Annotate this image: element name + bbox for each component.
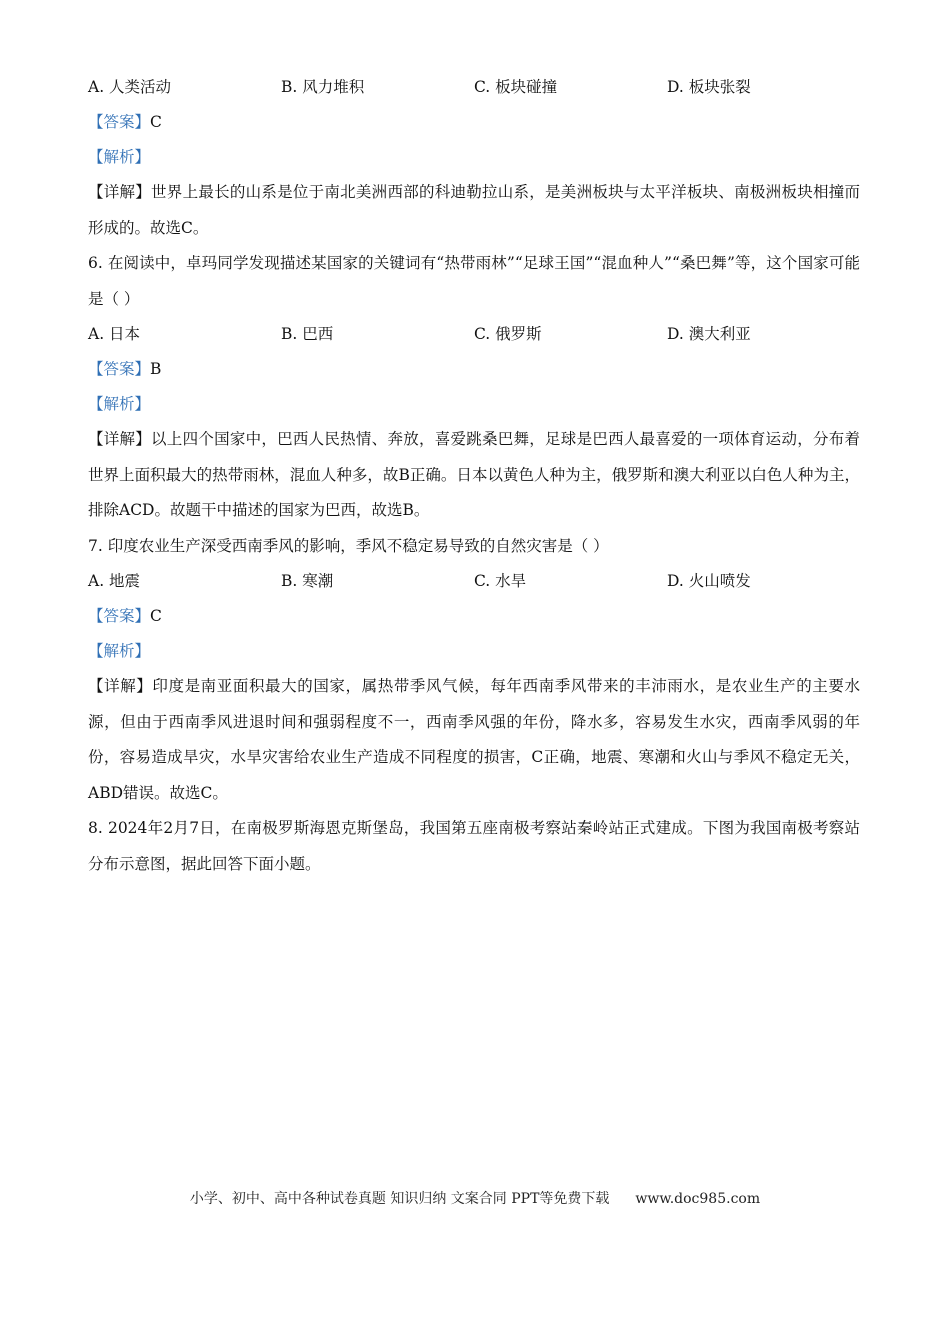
q7-answer-tag: 【答案】: [88, 607, 151, 625]
q6-option-a: A. 日本: [88, 325, 141, 343]
q6-answer-tag: 【答案】: [88, 360, 151, 378]
q7-detail: [88, 669, 860, 811]
q7-option-b: B. 寒潮: [281, 572, 334, 590]
document-page: [88, 70, 860, 882]
q5-option-a: A. 人类活动: [88, 78, 172, 96]
q7-analysis-tag: 【解析】: [88, 642, 151, 660]
q6-option-b: B. 巴西: [281, 325, 334, 343]
q5-option-c: C. 板块碰撞: [474, 78, 558, 96]
q6-analysis-tag: 【解析】: [88, 395, 151, 413]
q5-option-d: D. 板块张裂: [667, 78, 751, 96]
q7-detail-text: 印度是南亚面积最大的国家，属热带季风气候，每年西南季风带来的丰沛雨水，是农业生产的主要水源，但由于西南季风进退时间和强弱程度不一，西南季风强的年份，降水多，容易发生水灾，西南季风弱的年份，容易造成旱灾，水旱灾害给农业生产造成不同程度的损害，C正确，地震、寒潮和火山与季风不稳定无关，ABD错误。故选C。: [88, 677, 860, 802]
q6-question: 6. 在阅读中，卓玛同学发现描述某国家的关键词有“热带雨林”“足球王国”“混血种人”“桑巴舞”等，这个国家可能是（ ）: [88, 254, 860, 308]
q5-answer-value: C: [150, 113, 162, 131]
q6-option-c: C. 俄罗斯: [474, 325, 542, 343]
q5-options: [88, 70, 860, 105]
q6-detail: [88, 422, 860, 529]
q5-answer: [88, 105, 860, 140]
q5-detail: [88, 175, 860, 246]
q5-answer-tag: 【答案】: [88, 113, 151, 131]
q7-analysis: [88, 634, 860, 669]
q7-options: [88, 564, 860, 599]
q6-analysis: [88, 387, 860, 422]
q5-detail-text: 世界上最长的山系是位于南北美洲西部的科迪勒拉山系，是美洲板块与太平洋板块、南极洲板块相撞而形成的。故选C。: [88, 183, 860, 237]
q7-answer: [88, 599, 860, 634]
footer-url[interactable]: www.doc985.com: [635, 1191, 761, 1207]
q5-detail-tag: 【详解】: [88, 183, 152, 201]
q6-detail-tag: 【详解】: [88, 430, 152, 448]
q8-question: 8. 2024年2月7日，在南极罗斯海恩克斯堡岛，我国第五座南极考察站秦岭站正式建成。下图为我国南极考察站分布示意图，据此回答下面小题。: [88, 819, 860, 873]
q5-analysis: [88, 140, 860, 175]
q7-option-a: A. 地震: [88, 572, 141, 590]
q6-detail-text: 以上四个国家中，巴西人民热情、奔放，喜爱跳桑巴舞，足球是巴西人最喜爱的一项体育运动，分布着世界上面积最大的热带雨林，混血人种多，故B正确。日本以黄色人种为主，俄罗斯和澳大利亚以白色人种为主，排除ACD。故题干中描述的国家为巴西，故选B。: [88, 430, 860, 519]
q5-analysis-tag: 【解析】: [88, 148, 151, 166]
q7-detail-tag: 【详解】: [88, 677, 153, 695]
q6-answer: [88, 352, 860, 387]
page-footer: [0, 1188, 950, 1208]
q6-options: [88, 317, 860, 352]
q7-question: 7. 印度农业生产深受西南季风的影响，季风不稳定易导致的自然灾害是（ ）: [88, 536, 609, 555]
q7-option-d: D. 火山喷发: [667, 572, 751, 590]
footer-text: 小学、初中、高中各种试卷真题 知识归纳 文案合同 PPT等免费下载: [189, 1191, 610, 1207]
q7-option-c: C. 水旱: [474, 572, 527, 590]
q7-answer-value: C: [150, 607, 162, 625]
q6-answer-value: B: [150, 360, 162, 378]
q5-option-b: B. 风力堆积: [281, 78, 365, 96]
q6-option-d: D. 澳大利亚: [667, 325, 751, 343]
